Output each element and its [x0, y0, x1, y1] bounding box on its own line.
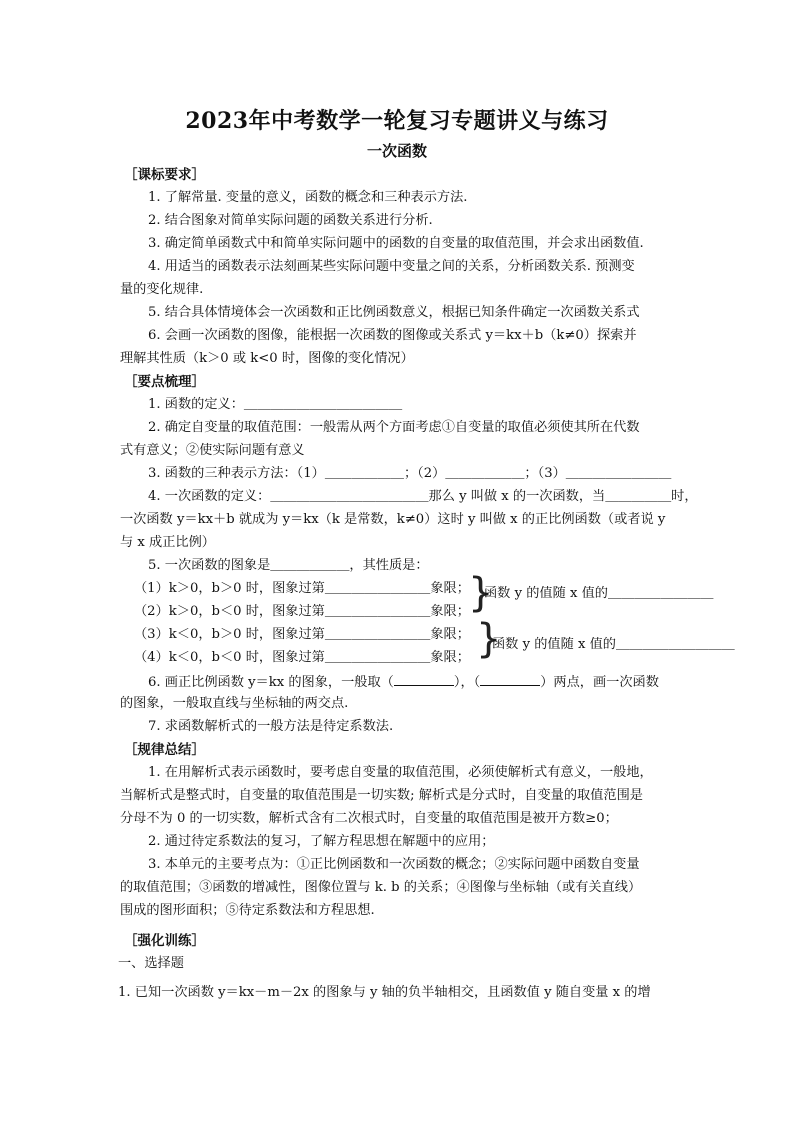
case-line: （1）k＞0，b＞0 时，图象过第＿＿＿＿＿＿＿＿象限； [134, 581, 470, 596]
summary-item-cont: 的取值范围；③函数的增减性，图像位置与 k. b 的关系；④图像与坐标轴（或有关直线） [120, 880, 642, 895]
key-point-item: 3. 函数的三种表示方法：（1）＿＿＿＿＿＿；（2）＿＿＿＿＿＿；（3）＿＿＿＿＿＿＿＿ [148, 466, 672, 481]
right-brace-icon: } [468, 570, 494, 616]
right-brace-icon: } [476, 616, 502, 662]
key-point-item-cont: 式有意义；②使实际问题有意义 [120, 443, 305, 458]
curriculum-item: 3. 确定简单函数式中和简单实际问题中的函数的自变量的取值范围，并会求出函数值. [148, 236, 644, 251]
case-line: （4）k＜0，b＜0 时，图象过第＿＿＿＿＿＿＿＿象限； [134, 650, 470, 665]
summary-item-cont: 当解析式是整式时，自变量的取值范围是一切实数; 解析式是分式时，自变量的取值范围是 [120, 788, 643, 803]
document-subtitle: 一次函数 [366, 142, 427, 160]
curriculum-item-cont: 理解其性质（k＞0 或 k<0 时，图像的变化情况） [120, 351, 414, 366]
key-point-item-cont: 的图象，一般取直线与坐标轴的两交点. [120, 696, 349, 711]
item6-text-a: 6. 画正比例函数 y＝kx 的图象，一般取 [148, 675, 381, 690]
curriculum-item-cont: 量的变化规律. [120, 282, 204, 297]
curriculum-item: 5. 结合具体情境体会一次函数和正比例函数意义，根据已知条件确定一次函数关系式 [148, 305, 640, 320]
item6-text-c: ），（ [453, 675, 481, 690]
key-point-item-6 [148, 672, 708, 692]
curriculum-item: 2. 结合图象对简单实际问题的函数关系进行分析. [148, 213, 433, 228]
brace-note-1: 函数 y 的值随 x 值的＿＿＿＿＿＿＿＿ [484, 586, 714, 601]
key-point-item: 5. 一次函数的图象是＿＿＿＿＿＿，其性质是： [148, 558, 429, 573]
question-1: 1. 已知一次函数 y＝kx－m－2x 的图象与 y 轴的负半轴相交，且函数值 y 随自变量 x 的增 [118, 985, 651, 1000]
summary-item: 2. 通过待定系数法的复习，了解方程思想在解题中的应用； [148, 834, 495, 849]
summary-item: 3. 本单元的主要考点为：①正比例函数和一次函数的概念；②实际问题中函数自变量 [148, 857, 640, 872]
curriculum-item: 6. 会画一次函数的图像，能根据一次函数的图像或关系式 y＝kx＋b（k≠0）探索并 [148, 328, 637, 343]
case-line: （2）k＞0，b＜0 时，图象过第＿＿＿＿＿＿＿＿象限； [134, 604, 470, 619]
summary-item-cont: 分母不为 0 的一切实数，解析式含有二次根式时，自变量的取值范围是被开方数≥0； [120, 811, 618, 826]
key-point-item: 2. 确定自变量的取值范围：一般需从两个方面考虑①自变量的取值必须使其所在代数 [148, 420, 640, 435]
blank-underline [394, 672, 454, 686]
section-heading-practice: ［强化训练］ [124, 933, 205, 949]
brace-note-2: 函数 y 的值随 x 值的＿＿＿＿＿＿＿＿＿ [492, 637, 735, 652]
key-point-item-cont: 与 x 成正比例） [120, 535, 215, 550]
summary-item: 1. 在用解析式表示函数时，要考虑自变量的取值范围，必须使解析式有意义，一般地， [148, 765, 653, 780]
key-point-item-cont: 一次函数 y＝kx＋b 就成为 y＝kx（k 是常数，k≠0）这时 y 叫做 x 的正比例函数（或者说 y [120, 512, 666, 527]
curriculum-item: 1. 了解常量. 变量的意义，函数的概念和三种表示方法. [148, 190, 468, 205]
key-point-item: 4. 一次函数的定义：＿＿＿＿＿＿＿＿＿＿＿＿那么 y 叫做 x 的一次函数，当＿＿＿＿＿时， [148, 489, 698, 504]
section-heading-summary: ［规律总结］ [124, 742, 205, 758]
key-point-item: 7. 求函数解析式的一般方法是待定系数法. [148, 719, 394, 734]
key-point-item: 1. 函数的定义：＿＿＿＿＿＿＿＿＿＿＿＿ [148, 397, 403, 412]
document-title: 2023年中考数学一轮复习专题讲义与练习 [185, 108, 609, 134]
part-title: 一、选择题 [118, 956, 184, 971]
section-heading-key-points: ［要点梳理］ [124, 374, 205, 390]
case-line: （3）k＜0，b＞0 时，图象过第＿＿＿＿＿＿＿＿象限； [134, 627, 470, 642]
item6-text-b: （ [380, 675, 394, 690]
summary-item-cont: 围成的图形面积；⑤待定系数法和方程思想. [120, 903, 375, 918]
section-heading-curriculum: ［课标要求］ [124, 167, 205, 183]
curriculum-item: 4. 用适当的函数表示法刻画某些实际问题中变量之间的关系，分析函数关系. 预测变 [148, 259, 635, 274]
item6-text-d: ）两点，画一次函数 [540, 675, 659, 690]
blank-underline [480, 672, 540, 686]
